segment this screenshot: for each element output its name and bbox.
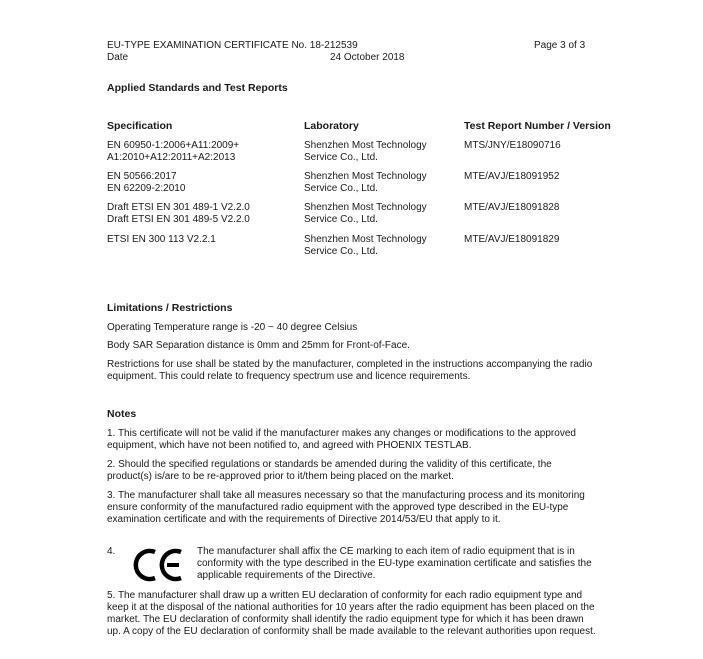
table-cell-lab: Shenzhen Most Technology [304, 171, 427, 182]
note-4-text: The manufacturer shall affix the CE marking to each item of radio equipment that is in conformity with the type described in the EU-type examination certificate and satisfies the applicable requirements of the Directive. [197, 546, 592, 581]
table-cell-report: MTS/JNY/E18090716 [464, 140, 561, 151]
limitations-title: Limitations / Restrictions [107, 302, 233, 314]
table-cell-spec: Draft ETSI EN 301 489-1 V2.2.0 [107, 202, 250, 213]
date-label: Date [107, 52, 129, 63]
col-header-specification: Specification [107, 120, 173, 132]
table-cell-lab: Shenzhen Most Technology [304, 202, 427, 213]
section-title: Applied Standards and Test Reports [107, 82, 288, 94]
notes-title: Notes [107, 408, 137, 420]
table-cell-report: MTE/AVJ/E18091829 [464, 234, 560, 245]
limitation-sar: Body SAR Separation distance is 0mm and 25mm for Front-of-Face. [107, 340, 410, 351]
limitation-temperature: Operating Temperature range is -20 ~ 40 degree Celsius [107, 322, 358, 333]
table-cell-lab: Service Co., Ltd. [304, 183, 378, 194]
table-cell-spec: A1:2010+A12:2011+A2:2013 [107, 152, 236, 163]
table-cell-lab: Service Co., Ltd. [304, 214, 378, 225]
note-3: 3. The manufacturer shall take all measures necessary so that the manufacturing process and its monitoring ensure conformity of the manufactured radio equipment with the approved type described in the EU-type examination certificate and with the requirements of Directive 2014/53/EU that apply to it. [107, 490, 585, 525]
table-cell-report: MTE/AVJ/E18091952 [464, 171, 560, 182]
note-5: 5. The manufacturer shall draw up a written EU declaration of conformity for each radio equipment type and keep it at the disposal of the national authorities for 10 years after the radio equipment has been placed on the market. The EU declaration of conformity shall identify the radio equipment type for which it has been drawn up. A copy of the EU declaration of conformity shall be made available to the relevant authorities upon request. [107, 590, 596, 637]
table-cell-lab: Service Co., Ltd. [304, 246, 378, 257]
ce-mark-icon [131, 548, 185, 582]
table-cell-spec: Draft ETSI EN 301 489-5 V2.2.0 [107, 214, 250, 225]
table-cell-lab: Service Co., Ltd. [304, 152, 378, 163]
col-header-report: Test Report Number / Version [464, 120, 611, 132]
table-cell-spec: EN 62209-2:2010 [107, 183, 186, 194]
limitation-restrictions: Restrictions for use shall be stated by the manufacturer, completed in the instructions accompanying the radio equipment. This could relate to frequency spectrum use and licence requirements. [107, 359, 593, 382]
table-cell-spec: EN 60950-1:2006+A11:2009+ [107, 140, 240, 151]
table-cell-lab: Shenzhen Most Technology [304, 234, 427, 245]
note-1: 1. This certificate will not be valid if the manufacturer makes any changes or modifications to the approved equipment, which have not been notified to, and agreed with PHOENIX TESTLAB. [107, 428, 576, 451]
table-cell-report: MTE/AVJ/E18091828 [464, 202, 560, 213]
date-value: 24 October 2018 [330, 52, 405, 63]
page-number: Page 3 of 3 [534, 40, 586, 51]
note-4-number: 4. [107, 546, 116, 557]
table-cell-lab: Shenzhen Most Technology [304, 140, 427, 151]
note-2: 2. Should the specified regulations or standards be amended during the validity of this certificate, the product(s) is/are to be re-approved prior to it/them being placed on the market. [107, 459, 552, 482]
col-header-laboratory: Laboratory [304, 120, 359, 132]
table-cell-spec: EN 50566:2017 [107, 171, 177, 182]
certificate-number: EU-TYPE EXAMINATION CERTIFICATE No. 18-212539 [107, 40, 358, 51]
table-cell-spec: ETSI EN 300 113 V2.2.1 [107, 234, 216, 245]
